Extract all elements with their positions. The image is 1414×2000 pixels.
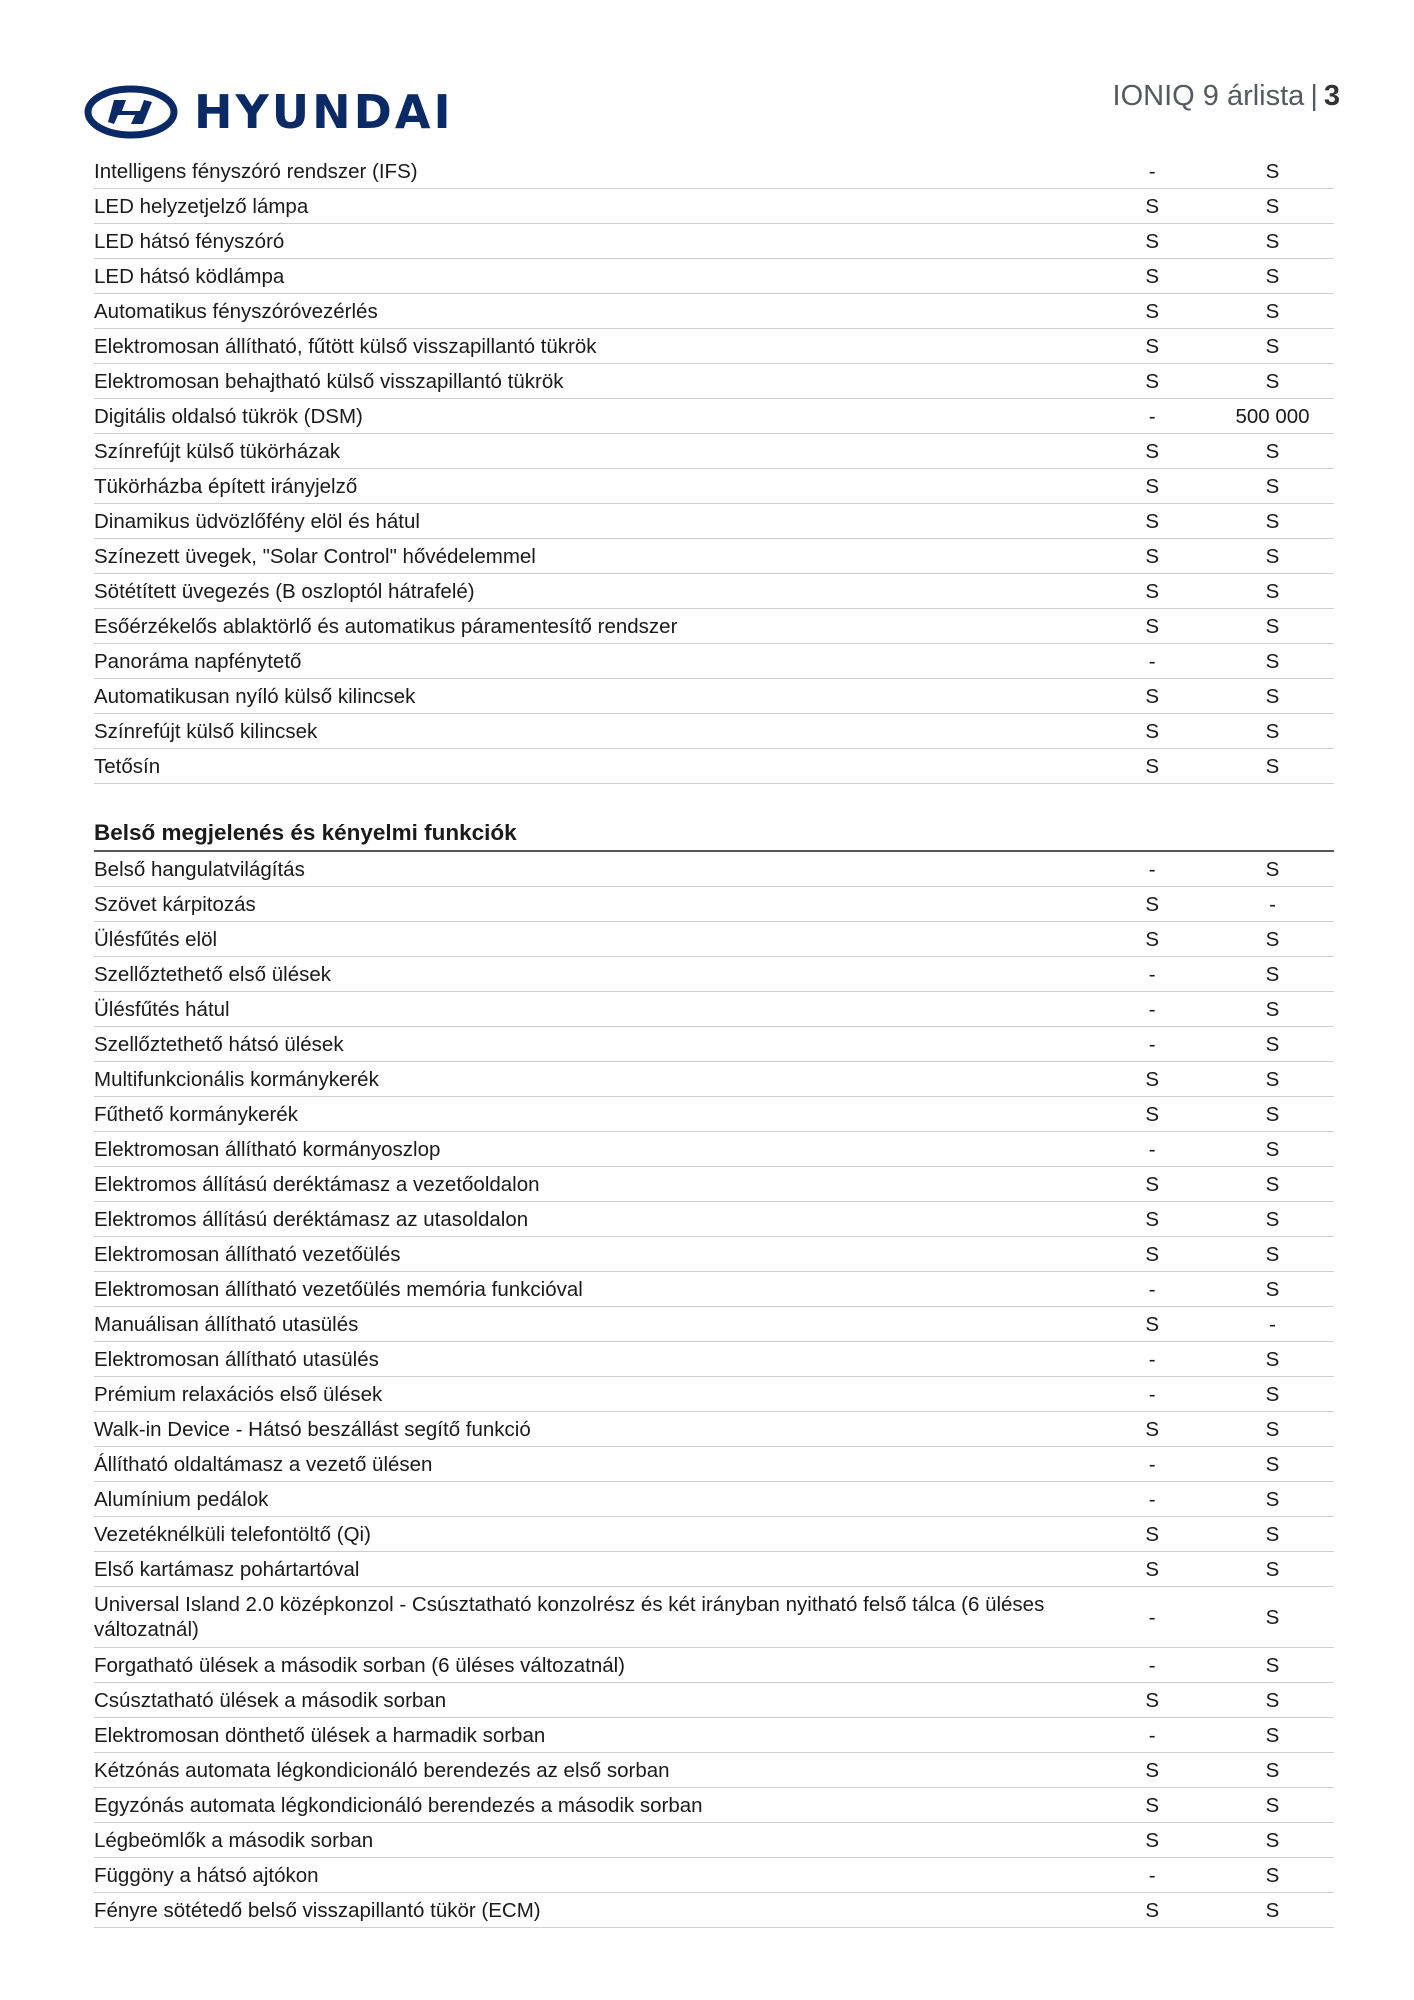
variant-2-value: S [1265,474,1280,498]
variant-2-value: S [1265,1758,1280,1782]
table-row [94,1307,1334,1342]
variant-1-value: S [1145,264,1160,288]
variant-2-value: S [1265,1688,1280,1712]
table-row [94,259,1334,294]
feature-label: Elektromos állítású deréktámasz az utasoldalon [94,1207,529,1231]
table-row [94,539,1334,574]
price-list-table [94,154,1334,1928]
variant-1-value: - [1148,649,1156,673]
table-row [94,1412,1334,1447]
variant-1-value: S [1145,544,1160,568]
variant-1-value: - [1148,1137,1156,1161]
table-row [94,1027,1334,1062]
variant-1-value: - [1148,1605,1156,1629]
table-row [94,922,1334,957]
variant-1-value: - [1148,1653,1156,1677]
variant-2-value: S [1265,1242,1280,1266]
table-row [94,1587,1334,1648]
variant-1-value: - [1148,857,1156,881]
feature-label: Esőérzékelős ablaktörlő és automatikus páramentesítő rendszer [94,614,678,638]
feature-label: Színrefújt külső tükörházak [94,439,341,463]
feature-label: Fényre sötétedő belső visszapillantó tükör (ECM) [94,1898,541,1922]
variant-1-value: S [1145,474,1160,498]
hyundai-emblem-icon [84,84,178,140]
variant-2-value: - [1269,892,1276,916]
table-row [94,1823,1334,1858]
variant-2-value: S [1265,369,1280,393]
variant-1-value: - [1148,1347,1156,1371]
variant-1-value: S [1145,1758,1160,1782]
variant-2-value: S [1265,1605,1280,1629]
variant-2-value: S [1265,1347,1280,1371]
variant-2-value: S [1265,962,1280,986]
variant-1-value: S [1145,369,1160,393]
variant-1-value: - [1148,1487,1156,1511]
feature-label: Belső hangulatvilágítás [94,857,305,881]
feature-label: Szellőztethető első ülések [94,962,332,986]
variant-1-value: S [1145,892,1160,916]
variant-1-value: S [1145,1312,1160,1336]
variant-1-value: - [1148,1452,1156,1476]
variant-1-value: S [1145,719,1160,743]
variant-1-value: S [1145,614,1160,638]
feature-label: Universal Island 2.0 középkonzol - Csúsztatható konzolrész és két irányban nyitható felső tálca (6 üléses változatnál) [94,1593,1045,1641]
variant-2-value: S [1265,754,1280,778]
table-row [94,1272,1334,1307]
table-row [94,1482,1334,1517]
table-row [94,189,1334,224]
variant-2-value: S [1265,857,1280,881]
table-row [94,1552,1334,1587]
variant-1-value: - [1148,1277,1156,1301]
feature-label: Színrefújt külső kilincsek [94,719,318,743]
feature-label: Walk-in Device - Hátsó beszállást segítő funkció [94,1417,531,1441]
variant-2-value: S [1265,1137,1280,1161]
table-row [94,574,1334,609]
variant-2-value: S [1265,649,1280,673]
feature-label: Ülésfűtés hátul [94,997,230,1021]
variant-2-value: S [1265,1898,1280,1922]
variant-2-value: S [1265,1172,1280,1196]
table-row [94,852,1334,887]
table-row [94,1858,1334,1893]
page-number: 3 [1323,80,1340,112]
feature-label: Elektromos állítású deréktámasz a vezetőoldalon [94,1172,540,1196]
feature-label: Tükörházba épített irányjelző [94,474,358,498]
feature-label: Csúsztatható ülések a második sorban [94,1688,447,1712]
feature-label: Alumínium pedálok [94,1487,269,1511]
feature-label: Multifunkcionális kormánykerék [94,1067,379,1091]
variant-1-value: S [1145,229,1160,253]
table-row [94,1062,1334,1097]
feature-label: Tetősín [94,754,161,778]
feature-label: Forgatható ülések a második sorban (6 üléses változatnál) [94,1653,626,1677]
variant-1-value: - [1148,1723,1156,1747]
exterior-features-list [94,154,1334,784]
feature-label: Állítható oldaltámasz a vezető ülésen [94,1452,433,1476]
variant-1-value: S [1145,1688,1160,1712]
table-row [94,1097,1334,1132]
table-row [94,749,1334,784]
variant-1-value: S [1145,927,1160,951]
feature-label: Szövet kárpitozás [94,892,256,916]
variant-2-value: S [1265,1067,1280,1091]
hyundai-logo [84,84,454,140]
variant-2-value: S [1265,1863,1280,1887]
page-title [1113,80,1340,113]
variant-2-value: S [1265,684,1280,708]
page-header [0,0,1414,150]
variant-1-value: S [1145,194,1160,218]
table-row [94,294,1334,329]
variant-1-value: - [1148,1382,1156,1406]
variant-1-value: S [1145,1207,1160,1231]
variant-1-value: S [1145,1898,1160,1922]
feature-label: Automatikusan nyíló külső kilincsek [94,684,416,708]
table-row [94,154,1334,189]
feature-label: Automatikus fényszóróvezérlés [94,299,378,323]
feature-label: Manuálisan állítható utasülés [94,1312,359,1336]
variant-2-value: S [1265,544,1280,568]
feature-label: LED hátsó fényszóró [94,229,285,253]
variant-2-value: S [1265,1653,1280,1677]
feature-label: Elektromosan állítható utasülés [94,1347,379,1371]
table-row [94,1517,1334,1552]
table-row [94,1132,1334,1167]
variant-1-value: - [1148,997,1156,1021]
interior-features-list [94,852,1334,1928]
feature-label: Digitális oldalsó tükrök (DSM) [94,404,363,428]
variant-2-value: S [1265,509,1280,533]
table-row [94,1202,1334,1237]
variant-1-value: S [1145,684,1160,708]
feature-label: Kétzónás automata légkondicionáló berendezés az első sorban [94,1758,670,1782]
variant-1-value: S [1145,1172,1160,1196]
table-row [94,679,1334,714]
feature-label: Egyzónás automata légkondicionáló berendezés a második sorban [94,1793,703,1817]
feature-label: Ülésfűtés elöl [94,927,218,951]
feature-label: Elektromosan állítható vezetőülés memória funkcióval [94,1277,583,1301]
variant-1-value: - [1148,404,1156,428]
brand-wordmark: HYUNDAI [194,85,454,139]
table-row [94,1342,1334,1377]
variant-2-value: S [1265,299,1280,323]
variant-1-value: S [1145,1242,1160,1266]
table-row [94,1718,1334,1753]
variant-1-value: S [1145,1828,1160,1852]
table-row [94,434,1334,469]
feature-label: Fűthető kormánykerék [94,1102,298,1126]
variant-1-value: S [1145,579,1160,603]
table-row [94,1753,1334,1788]
variant-2-value: S [1265,264,1280,288]
variant-2-value: S [1265,1452,1280,1476]
variant-1-value: S [1145,439,1160,463]
table-row [94,1683,1334,1718]
variant-2-value: S [1265,927,1280,951]
table-row [94,1167,1334,1202]
variant-1-value: S [1145,1417,1160,1441]
variant-2-value: S [1265,194,1280,218]
variant-2-value: S [1265,1522,1280,1546]
variant-2-value: 500 000 [1235,404,1310,428]
variant-2-value: S [1265,1382,1280,1406]
section-title-interior: Belső megjelenés és kényelmi funkciók [94,820,1334,852]
variant-1-value: S [1145,1522,1160,1546]
variant-2-value: S [1265,229,1280,253]
feature-label: Elektromosan állítható vezetőülés [94,1242,401,1266]
feature-label: Elektromosan dönthető ülések a harmadik sorban [94,1723,546,1747]
feature-label: Prémium relaxációs első ülések [94,1382,383,1406]
feature-label: Első kartámasz pohártartóval [94,1557,360,1581]
feature-label: Légbeömlők a második sorban [94,1828,374,1852]
variant-1-value: S [1145,1557,1160,1581]
variant-2-value: S [1265,1557,1280,1581]
title-separator: | [1310,80,1318,112]
variant-1-value: S [1145,754,1160,778]
table-row [94,1447,1334,1482]
variant-2-value: S [1265,997,1280,1021]
feature-label: Sötétített üvegezés (B oszloptól hátrafelé) [94,579,475,603]
table-row [94,399,1334,434]
feature-label: Panoráma napfénytető [94,649,302,673]
feature-label: Színezett üvegek, "Solar Control" hővédelemmel [94,544,536,568]
table-row [94,644,1334,679]
variant-2-value: S [1265,579,1280,603]
variant-2-value: S [1265,614,1280,638]
section-spacer [94,784,1334,820]
variant-1-value: - [1148,1863,1156,1887]
variant-2-value: S [1265,334,1280,358]
variant-2-value: S [1265,1417,1280,1441]
document-title: IONIQ 9 árlista [1112,80,1305,112]
feature-label: Függöny a hátsó ajtókon [94,1863,319,1887]
table-row [94,364,1334,399]
variant-1-value: S [1145,1102,1160,1126]
variant-2-value: S [1265,1277,1280,1301]
table-row [94,1893,1334,1928]
variant-1-value: S [1145,509,1160,533]
variant-1-value: - [1148,962,1156,986]
table-row [94,609,1334,644]
variant-1-value: S [1145,1067,1160,1091]
feature-label: Elektromosan állítható kormányoszlop [94,1137,441,1161]
feature-label: Elektromosan állítható, fűtött külső visszapillantó tükrök [94,334,597,358]
table-row [94,224,1334,259]
table-row [94,887,1334,922]
variant-2-value: S [1265,1032,1280,1056]
variant-2-value: S [1265,719,1280,743]
feature-label: Dinamikus üdvözlőfény elöl és hátul [94,509,420,533]
feature-label: LED hátsó ködlámpa [94,264,285,288]
feature-label: Vezetéknélküli telefontöltő (Qi) [94,1522,371,1546]
variant-2-value: S [1265,1828,1280,1852]
variant-1-value: - [1148,159,1156,183]
variant-2-value: S [1265,1793,1280,1817]
variant-2-value: S [1265,1207,1280,1231]
variant-1-value: - [1148,1032,1156,1056]
table-row [94,957,1334,992]
table-row [94,714,1334,749]
table-row [94,1237,1334,1272]
table-row [94,1377,1334,1412]
variant-2-value: S [1265,1102,1280,1126]
table-row [94,1648,1334,1683]
feature-label: Elektromosan behajtható külső visszapillantó tükrök [94,369,564,393]
variant-2-value: S [1265,1487,1280,1511]
variant-2-value: S [1265,439,1280,463]
variant-2-value: S [1265,1723,1280,1747]
feature-label: LED helyzetjelző lámpa [94,194,309,218]
variant-2-value: S [1265,159,1280,183]
variant-2-value: - [1269,1312,1276,1336]
table-row [94,1788,1334,1823]
table-row [94,992,1334,1027]
variant-1-value: S [1145,1793,1160,1817]
table-row [94,469,1334,504]
table-row [94,504,1334,539]
variant-1-value: S [1145,299,1160,323]
variant-1-value: S [1145,334,1160,358]
table-row [94,329,1334,364]
feature-label: Szellőztethető hátsó ülések [94,1032,344,1056]
feature-label: Intelligens fényszóró rendszer (IFS) [94,159,418,183]
